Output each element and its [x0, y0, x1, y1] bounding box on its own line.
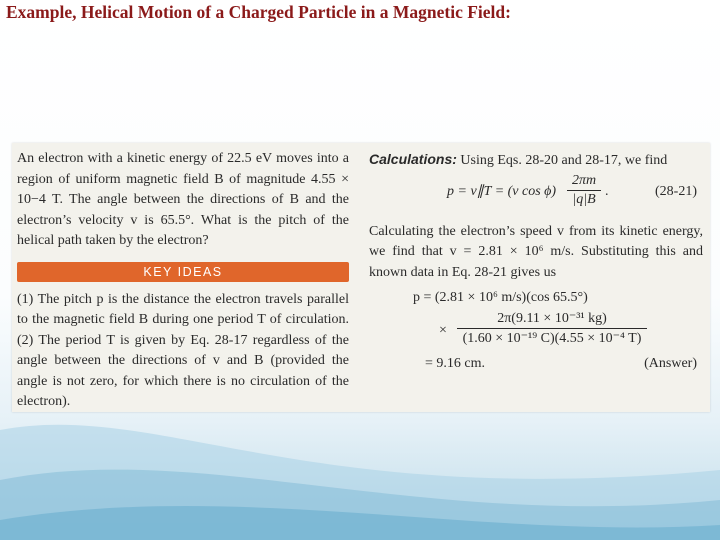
big-fraction	[457, 309, 647, 349]
left-column	[17, 149, 349, 413]
calculations-paragraph: Calculating the electron’s speed v from its kinetic energy, we find that v = 2.81 × 10⁶ m/s. Substituting this and known data in Eq. 28-21 gives us	[369, 223, 703, 280]
big-fraction-numerator: 2π(9.11 × 10⁻³¹ kg)	[457, 309, 647, 329]
problem-statement: An electron with a kinetic energy of 22.5 eV moves into a region of uniform magnetic field B of magnitude 4.55 × 10−4 T. The angle between the directions of B and the electron’s velocity v is 65.5°. What is the pitch of the helical path taken by the electron?	[17, 151, 349, 248]
answer-tag: (Answer)	[644, 356, 697, 371]
equation-period: .	[605, 183, 609, 199]
equation-28-21	[369, 172, 703, 216]
right-column	[369, 149, 703, 375]
calculations-intro-text: Using Eqs. 28-20 and 28-17, we find	[460, 153, 668, 168]
result-line	[369, 353, 703, 375]
substitution-text: p = (2.81 × 10⁶ m/s)(cos 65.5°)	[413, 290, 588, 305]
fraction-denominator: |q|B	[572, 191, 596, 207]
substitution-fraction	[369, 309, 703, 353]
calculations-heading: Calculations:	[369, 151, 457, 167]
key-ideas-bar: KEY IDEAS	[17, 262, 349, 282]
equation-number: (28-21)	[655, 183, 697, 199]
textbook-excerpt	[12, 143, 710, 412]
equation-lhs: p = v∥T = (v cos ϕ)	[447, 183, 557, 199]
times-sign: ×	[439, 323, 447, 338]
big-fraction-denominator: (1.60 × 10⁻¹⁹ C)(4.55 × 10⁻⁴ T)	[462, 331, 642, 346]
result-value: = 9.16 cm.	[425, 356, 485, 371]
equation-fraction	[567, 172, 601, 209]
fraction-numerator: 2πm	[567, 172, 601, 191]
calculations-intro	[369, 149, 703, 172]
slide-title: Example, Helical Motion of a Charged Particle in a Magnetic Field:	[6, 2, 511, 22]
substitution-line-1	[369, 287, 703, 309]
key-ideas-text: (1) The pitch p is the distance the electron travels parallel to the magnetic field B during one period T of circulation. (2) The period T is given by Eq. 28-17 regardless of the angle between the directions of v and B (provided the angle is not zero, for which there is no circulation of the electron).	[17, 291, 349, 409]
